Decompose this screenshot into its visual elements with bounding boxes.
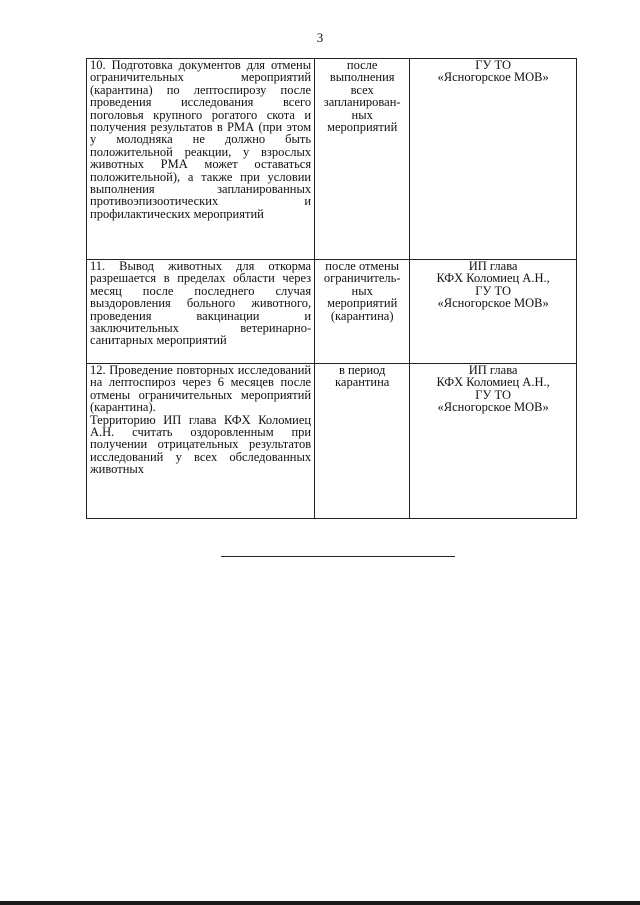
task-text-extra: Территорию ИП глава КФХ Коломиец А.Н. считать оздоровленным при получении отрицательных результатов исследований у всех обследованных животных — [90, 412, 312, 477]
responsible-cell — [410, 260, 577, 364]
task-text: 11. Вывод животных для откорма разрешается в пределах области через месяц после последнего случая выздоровления больного животного, проведения вакцинации и заключительных ветеринарно-санитарных мероприятий — [90, 259, 312, 348]
end-separator-line — [221, 556, 455, 557]
term-line: мероприятий — [327, 296, 398, 311]
term-line: после — [346, 58, 378, 72]
responsible-line: «Ясногорское МОВ» — [437, 70, 549, 85]
page-number: 3 — [316, 30, 324, 45]
term-line: мероприятий — [327, 120, 398, 135]
measures-table — [86, 58, 577, 519]
task-cell — [87, 364, 315, 519]
term-cell — [315, 260, 410, 364]
task-cell — [87, 59, 315, 260]
term-line: ных — [351, 283, 373, 298]
term-line: ограничитель- — [323, 271, 401, 286]
term-cell — [315, 59, 410, 260]
responsible-cell — [410, 364, 577, 519]
term-line: (карантина) — [330, 308, 394, 323]
table-row — [87, 260, 577, 364]
term-line: карантина — [335, 375, 390, 390]
term-line: в период — [338, 363, 386, 377]
responsible-line: КФХ Коломиец А.Н., — [436, 375, 550, 390]
term-line: выполнения — [329, 70, 395, 85]
task-text: 10. Подготовка документов для отмены ограничительных мероприятий (карантина) по лептоспирозу после проведения исследования всего поголовья крупного рогатого скота и получения результатов в РМА (при этом у молодняка не должно быть положительной реакции, у взрослых животных РМА может оставаться положительной), а также при условии выполнения запланированных противоэпизоотических и профилактических мероприятий — [90, 58, 312, 221]
term-line: ных — [351, 107, 373, 122]
term-line: запланирован- — [323, 95, 401, 110]
responsible-line: ГУ ТО — [475, 58, 511, 72]
responsible-line: ГУ ТО — [475, 387, 511, 402]
scan-edge — [0, 901, 640, 905]
responsible-line: КФХ Коломиец А.Н., — [436, 271, 550, 286]
task-text: 12. Проведение повторных исследований на лептоспироз через 6 месяцев после отмены ограничительных мероприятий (карантина). — [90, 363, 312, 415]
responsible-line: ИП глава — [468, 363, 518, 377]
term-cell — [315, 364, 410, 519]
responsible-line: «Ясногорское МОВ» — [437, 296, 549, 311]
table-row — [87, 59, 577, 260]
responsible-cell — [410, 59, 577, 260]
responsible-line: ИП глава — [468, 259, 518, 273]
table-row — [87, 364, 577, 519]
responsible-line: «Ясногорское МОВ» — [437, 400, 549, 415]
task-cell — [87, 260, 315, 364]
term-line: всех — [350, 82, 374, 97]
responsible-line: ГУ ТО — [475, 283, 511, 298]
term-line: после отмены — [325, 259, 400, 273]
